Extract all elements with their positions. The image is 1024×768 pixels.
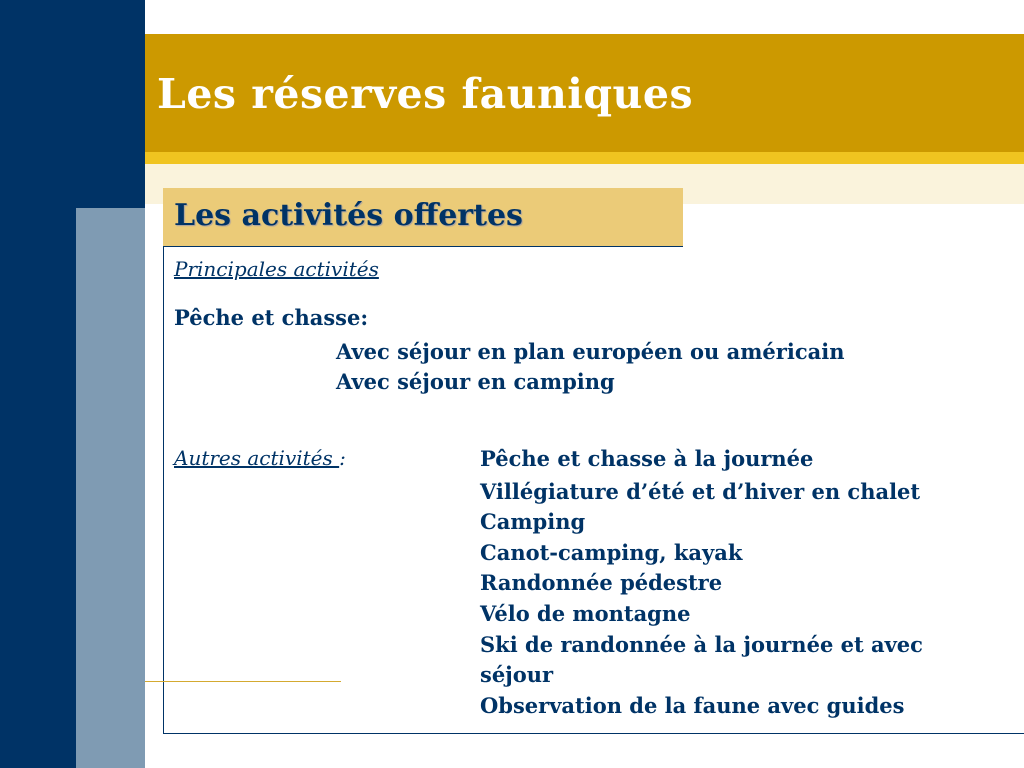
list-item: Vélo de montagne <box>480 601 691 626</box>
slide-title: Les réserves fauniques <box>157 70 694 118</box>
list-item: Ski de randonnée à la journée et avec <box>480 632 923 657</box>
peche-label: Pêche et chasse: <box>174 305 369 330</box>
list-item: Canot-camping, kayak <box>480 540 743 565</box>
slide-subtitle: Les activités offertes <box>174 198 523 233</box>
decorative-gold-line <box>145 681 341 682</box>
list-item: Avec séjour en camping <box>336 369 615 394</box>
list-item: Avec séjour en plan européen ou américain <box>336 339 845 364</box>
list-item: Villégiature d’été et d’hiver en chalet <box>480 479 921 504</box>
content-frame-bottom <box>163 733 1024 734</box>
principales-heading: Principales activités <box>174 257 379 281</box>
left-steel-bar <box>76 208 145 768</box>
autres-heading <box>174 446 346 470</box>
list-item: Camping <box>480 509 586 534</box>
list-item: séjour <box>480 662 554 687</box>
content-frame-left <box>163 246 164 734</box>
list-item: Randonnée pédestre <box>480 570 723 595</box>
autres-colon: : <box>339 446 346 470</box>
title-underline-rule <box>145 152 1024 164</box>
list-item: Pêche et chasse à la journée <box>480 446 814 471</box>
autres-label: Autres activités <box>174 446 340 470</box>
list-item: Observation de la faune avec guides <box>480 693 905 718</box>
